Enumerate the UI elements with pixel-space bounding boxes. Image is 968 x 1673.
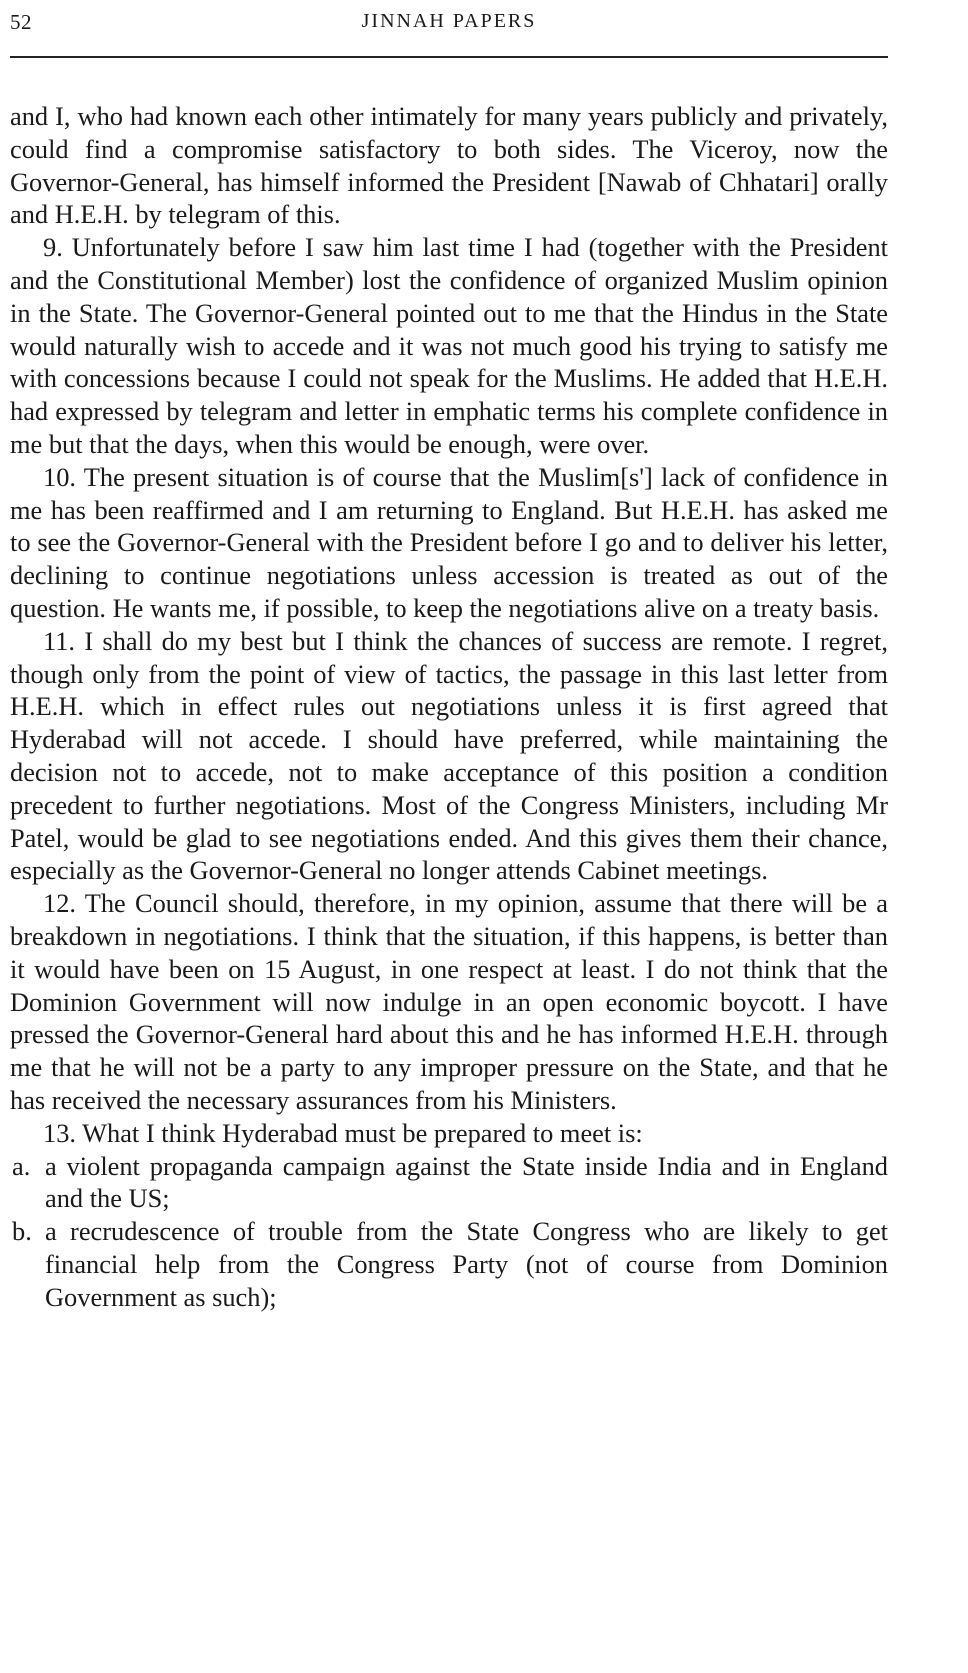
paragraph-continued: and I, who had known each other intimately for many years publicly and privately, could find a compromise satisfactory to both sides. The Viceroy, now the Governor-General, has himself informed the President [Nawab of Chhatari] orally and H.E.H. by telegram of this. (10, 101, 888, 230)
paragraph-12: 12. The Council should, therefore, in my opinion, assume that there will be a breakdown in negotiations. I think that the situation, if this happens, is better than it would have been on 15 August, in one respect at least. I do not think that the Dominion Government will now indulge in an open economic boycott. I have pressed the Governor-General hard about this and he has informed H.E.H. through me that he will not be a party to any improper pressure on the State, and that he has received the necessary assurances from his Ministers. (10, 888, 888, 1115)
header-rule (10, 56, 888, 58)
page-header (10, 10, 888, 60)
list-text: a recrudescence of trouble from the State Congress who are likely to get financial help from the Congress Party (not of course from Dominion Government as such); (45, 1216, 888, 1312)
paragraph-13: 13. What I think Hyderabad must be prepared to meet is: (43, 1117, 643, 1148)
running-head: JINNAH PAPERS (361, 10, 537, 32)
list-marker: a. (12, 1150, 31, 1181)
list-item-b (10, 1215, 888, 1313)
paragraph-11: 11. I shall do my best but I think the chances of success are remote. I regret, though only from the point of view of tactics, the passage in this last letter from H.E.H. which in effect rules out negotiations unless it is first agreed that Hyderabad will not accede. I should have preferred, while maintaining the decision not to accede, not to make acceptance of this position a condition precedent to further negotiations. Most of the Congress Ministers, including Mr Patel, would be glad to see negotiations ended. And this gives them their chance, especially as the Governor-General no longer attends Cabinet meetings. (10, 625, 888, 886)
list-marker: b. (12, 1216, 32, 1247)
page-number: 52 (10, 10, 32, 34)
paragraph-10: 10. The present situation is of course that the Muslim[s'] lack of confidence in me has been reaffirmed and I am returning to England. But H.E.H. has asked me to see the Governor-General with the President before I go and to deliver his letter, declining to continue negotiations unless accession is treated as out of the question. He wants me, if possible, to keep the negotiations alive on a treaty basis. (10, 461, 888, 623)
list-text: a violent propaganda campaign against the State inside India and in England and the US; (45, 1150, 888, 1214)
list-item-a (10, 1150, 888, 1216)
body-text (10, 100, 888, 1313)
paragraph-9: 9. Unfortunately before I saw him last time I had (together with the President and the Constitutional Member) lost the confidence of organized Muslim opinion in the State. The Governor-General pointed out to me that the Hindus in the State would naturally wish to accede and it was not much good his trying to satisfy me with concessions because I could not speak for the Muslims. He added that H.E.H. had expressed by telegram and letter in emphatic terms his complete confidence in me but that the days, when this would be enough, were over. (10, 232, 888, 459)
